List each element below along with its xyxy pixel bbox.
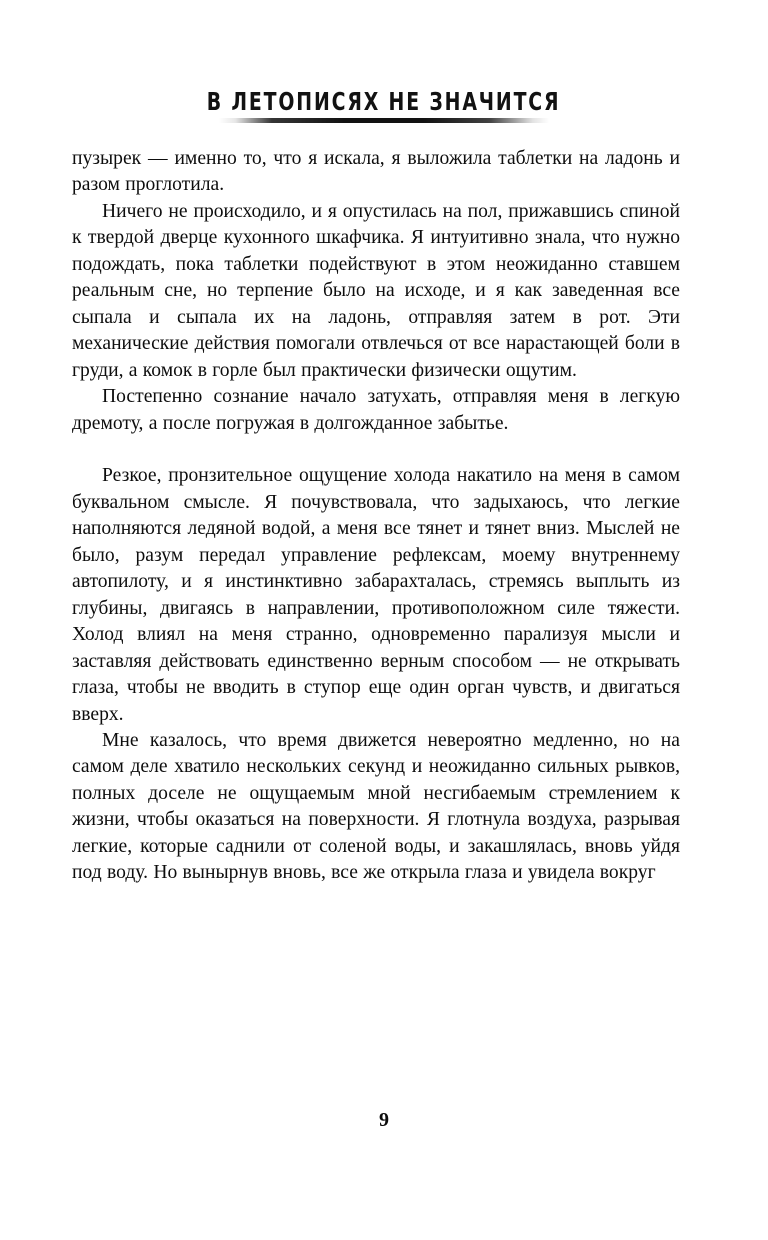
paragraph: Ничего не происходило, и я опустилась на пол, прижавшись спиной к твердой дверце кухонного шкафчика. Я интуитивно знала, что нужно подождать, пока таблетки подействуют в этом неожиданно ставшем реальным сне, но терпение было на исходе, и я как заведенная все сыпала и сыпала их на ладонь, отправляя затем в рот. Эти механические действия помогали отвлечься от все нарастающей боли в груди, а комок в горле был практически физически ощутим.: [72, 200, 680, 381]
body-text-block: [72, 146, 680, 887]
running-head: [0, 88, 768, 130]
paragraph: Резкое, пронзительное ощущение холода накатило на меня в самом буквальном смысле. Я почувствовала, что задыхаюсь, что легкие наполняются ледяной водой, а меня все тянет и тянет вниз. Мыслей не было, разум передал управление рефлексам, моему внутреннему автопилоту, и я инстинктивно забарахталась, стремясь выплыть из глубины, двигаясь в направлении, противоположном силе тяжести. Холод влиял на меня странно, одновременно парализуя мысли и заставляя действовать единственно верным способом — не открывать глаза, чтобы не вводить в ступор еще один орган чувств, и двигаться вверх.: [72, 465, 680, 725]
paragraph: Мне казалось, что время движется невероятно медленно, но на самом деле хватило нескольких секунд и неожиданно сильных рывков, полных доселе не ощущаемым мной несгибаемым стремлением к жизни, чтобы оказаться на поверхности. Я глотнула воздуха, разрывая легкие, которые саднили от соленой воды, и закашлялась, вновь уйдя под воду. Но вынырнув вновь, все же открыла глаза и увидела вокруг: [72, 729, 680, 884]
paragraph: Постепенно сознание начало затухать, отправляя меня в легкую дремоту, а после погружая в долгожданное забытье.: [72, 386, 680, 434]
running-head-rule-ornament: [219, 118, 549, 123]
paragraph: пузырек — именно то, что я искала, я выложила таблетки на ладонь и разом проглотила.: [72, 148, 680, 196]
page-number: 9: [379, 1109, 389, 1131]
running-head-title: В ЛЕТОПИСЯХ НЕ ЗНАЧИТСЯ: [207, 87, 561, 116]
